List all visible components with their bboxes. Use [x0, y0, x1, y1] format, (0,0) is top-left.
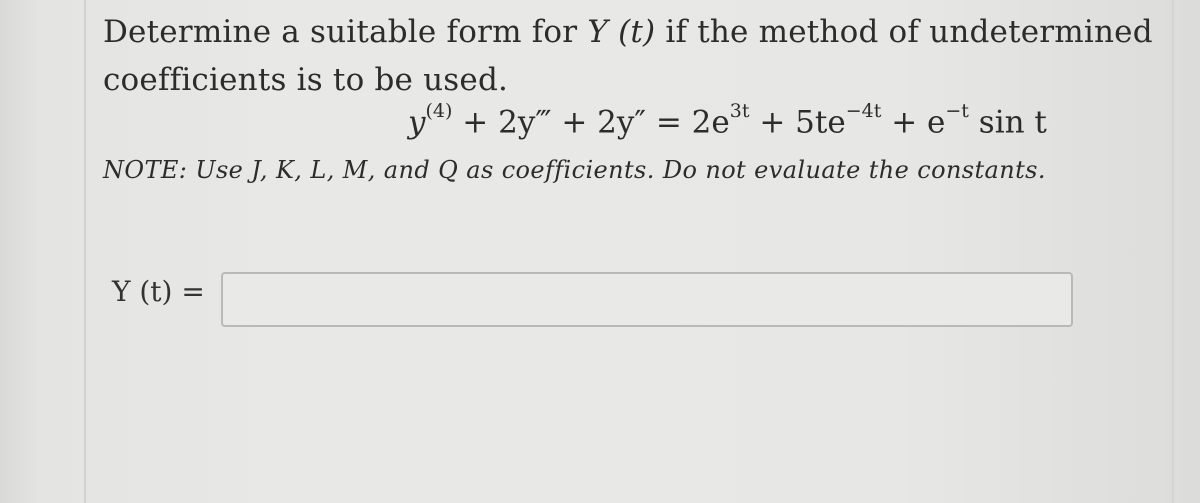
equation-term-sin: sin t: [968, 104, 1047, 141]
equation-exp-1: 3t: [729, 100, 750, 122]
equation-exp-2: −4t: [845, 100, 882, 122]
panel-right-edge: [1172, 0, 1174, 503]
note-text: NOTE: Use J, K, L, M, and Q as coefficients. Do not evaluate the constants.: [103, 156, 1046, 184]
answer-label: Y (t) =: [112, 275, 205, 308]
question-text-pre: Determine a suitable form for: [103, 14, 588, 50]
equation-y-order: (4): [425, 100, 453, 122]
equation-lhs-terms: + 2y‴ + 2y″ = 2e: [452, 104, 730, 141]
differential-equation: [408, 100, 1047, 141]
question-text-line-1: [103, 14, 1153, 50]
question-function-name: Y (t): [587, 14, 656, 50]
question-text-post: if the method of undetermined: [655, 14, 1153, 50]
panel-left-edge: [84, 0, 86, 503]
equation-term-5te: + 5te: [749, 104, 846, 141]
answer-input[interactable]: [221, 272, 1073, 327]
equation-exp-3: −t: [945, 100, 969, 122]
equation-y: y: [408, 104, 426, 141]
equation-term-e: + e: [881, 104, 946, 141]
question-text-line-2: coefficients is to be used.: [103, 62, 509, 98]
